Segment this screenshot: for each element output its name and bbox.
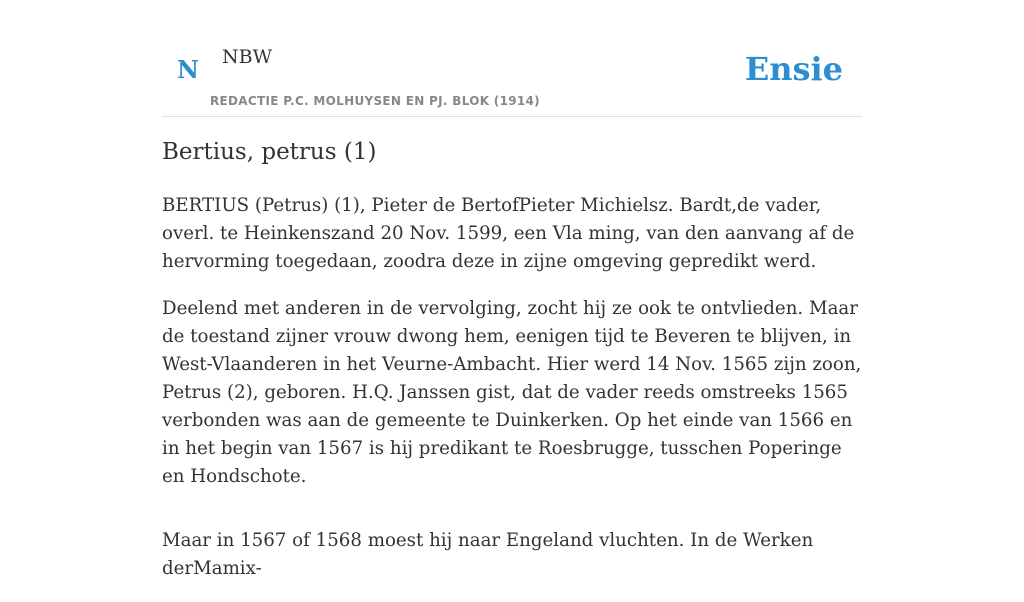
source-header bbox=[162, 0, 862, 117]
source-subtitle: REDACTIE P.C. MOLHUYSEN EN PJ. BLOK (1914) bbox=[210, 94, 540, 108]
article-paragraph: Maar in 1567 of 1568 moest hij naar Engeland vluchten. In de Werken derMamix- bbox=[162, 530, 814, 579]
article-paragraph: BERTIUS (Petrus) (1), Pieter de BertofPieter Michielsz. Bardt,de vader, overl. te Heinkenszand 20 Nov. 1599, een Vla ming, van den aanvang af de hervorming toegedaan, zoodra deze in zijne omgeving gepredikt werd. bbox=[162, 195, 855, 272]
article-title: Bertius, petrus (1) bbox=[162, 139, 377, 165]
source-logo[interactable]: N bbox=[177, 55, 199, 84]
article-body bbox=[162, 192, 862, 602]
source-name[interactable]: NBW bbox=[222, 46, 273, 68]
brand-logo[interactable]: Ensie bbox=[744, 50, 843, 88]
article-paragraph: Deelend met anderen in de vervolging, zocht hij ze ook te ontvlieden. Maar de toestand zijner vrouw dwong hem, eenigen tijd te Beveren te blijven, in West-Vlaanderen in het Veurne-Ambacht. Hier werd 14 Nov. 1565 zijn zoon, Petrus (2), geboren. H.Q. Janssen gist, dat de vader reeds omstreeks 1565 verbonden was aan de gemeente te Duinkerken. Op het einde van 1566 en in het begin van 1567 is hij predikant te Roesbrugge, tusschen Poperinge en Hondschote. bbox=[162, 298, 862, 487]
